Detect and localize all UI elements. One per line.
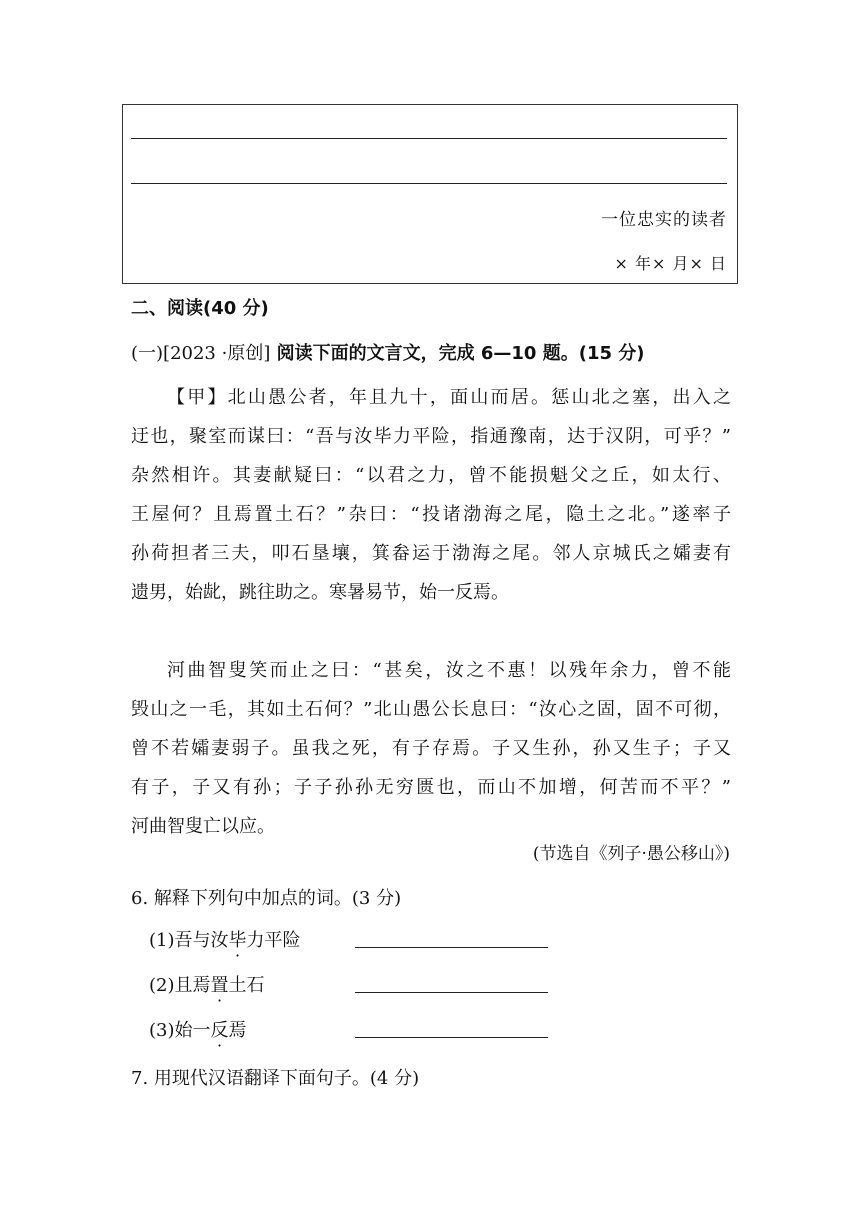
letter-date: × 年× 月× 日 [614, 254, 727, 273]
item-text: (2)且焉 [149, 975, 211, 996]
answer-blank[interactable] [355, 992, 548, 993]
reading-heading-prefix: (一)[2023 ·原创] [131, 343, 271, 364]
answer-box [122, 104, 738, 284]
item-text: 土石 [228, 975, 265, 996]
item-text: (3)始一 [149, 1020, 211, 1041]
answer-blank[interactable] [355, 1037, 548, 1038]
passage-line: 曾不若孀妻弱子。虽我之死，有子存焉。子又生孙，孙又生子；子又 [131, 738, 731, 759]
question-6-item-1 [149, 926, 301, 952]
reading-heading-text: 阅读下面的文言文，完成 6—10 题。(15 分) [270, 343, 645, 364]
passage-line: 河曲智叟笑而止之曰：“甚矣，汝之不惠！以残年余力，曾不能 [167, 660, 731, 681]
item-text: 焉 [228, 1020, 247, 1041]
passage-line: 毁山之一毛，其如土石何？”北山愚公长息曰：“汝心之固，固不可彻， [131, 699, 731, 720]
dotted-word: 置 [210, 975, 229, 996]
question-6-item-2 [149, 971, 265, 997]
writing-line [131, 183, 727, 184]
question-7-title: 7. 用现代汉语翻译下面句子。(4 分) [131, 1068, 420, 1089]
passage-line: 孙荷担者三夫，叩石垦壤，箕畚运于渤海之尾。邻人京城氏之孀妻有 [131, 543, 731, 564]
passage-line: 遗男，始龀，跳往助之。寒暑易节，始一反焉。 [131, 582, 509, 603]
passage-line: 王屋何？且焉置土石？”杂曰：“投诸渤海之尾，隐土之北。”遂率子 [131, 504, 731, 525]
question-6-item-3 [149, 1016, 247, 1042]
passage-line: 【甲】北山愚公者，年且九十，面山而居。惩山北之塞，出入之 [167, 387, 731, 408]
reading-heading [131, 342, 644, 366]
question-6-title: 6. 解释下列句中加点的词。(3 分) [131, 888, 402, 909]
passage-source: (节选自《列子·愚公移山》) [532, 844, 730, 864]
passage-paragraph-2 [131, 651, 731, 846]
item-text: (1)吾与汝 [149, 930, 229, 951]
passage-paragraph-1 [131, 378, 731, 612]
item-text: 力平险 [246, 930, 301, 951]
passage-line: 河曲智叟亡以应。 [131, 816, 275, 837]
writing-line [131, 138, 727, 139]
section-title: 二、阅读(40 分) [131, 298, 269, 319]
dotted-word: 反 [210, 1020, 229, 1041]
passage-line: 有子，子又有孙；子子孙孙无穷匮也，而山不加增，何苦而不平？” [131, 777, 731, 798]
passage-line: 迂也，聚室而谋曰：“吾与汝毕力平险，指通豫南，达于汉阴，可乎？” [131, 426, 731, 447]
letter-signature: 一位忠实的读者 [601, 210, 727, 230]
dotted-word: 毕 [228, 930, 247, 951]
answer-blank[interactable] [355, 947, 548, 948]
passage-line: 杂然相许。其妻献疑曰：“以君之力，曾不能损魁父之丘，如太行、 [131, 465, 731, 486]
